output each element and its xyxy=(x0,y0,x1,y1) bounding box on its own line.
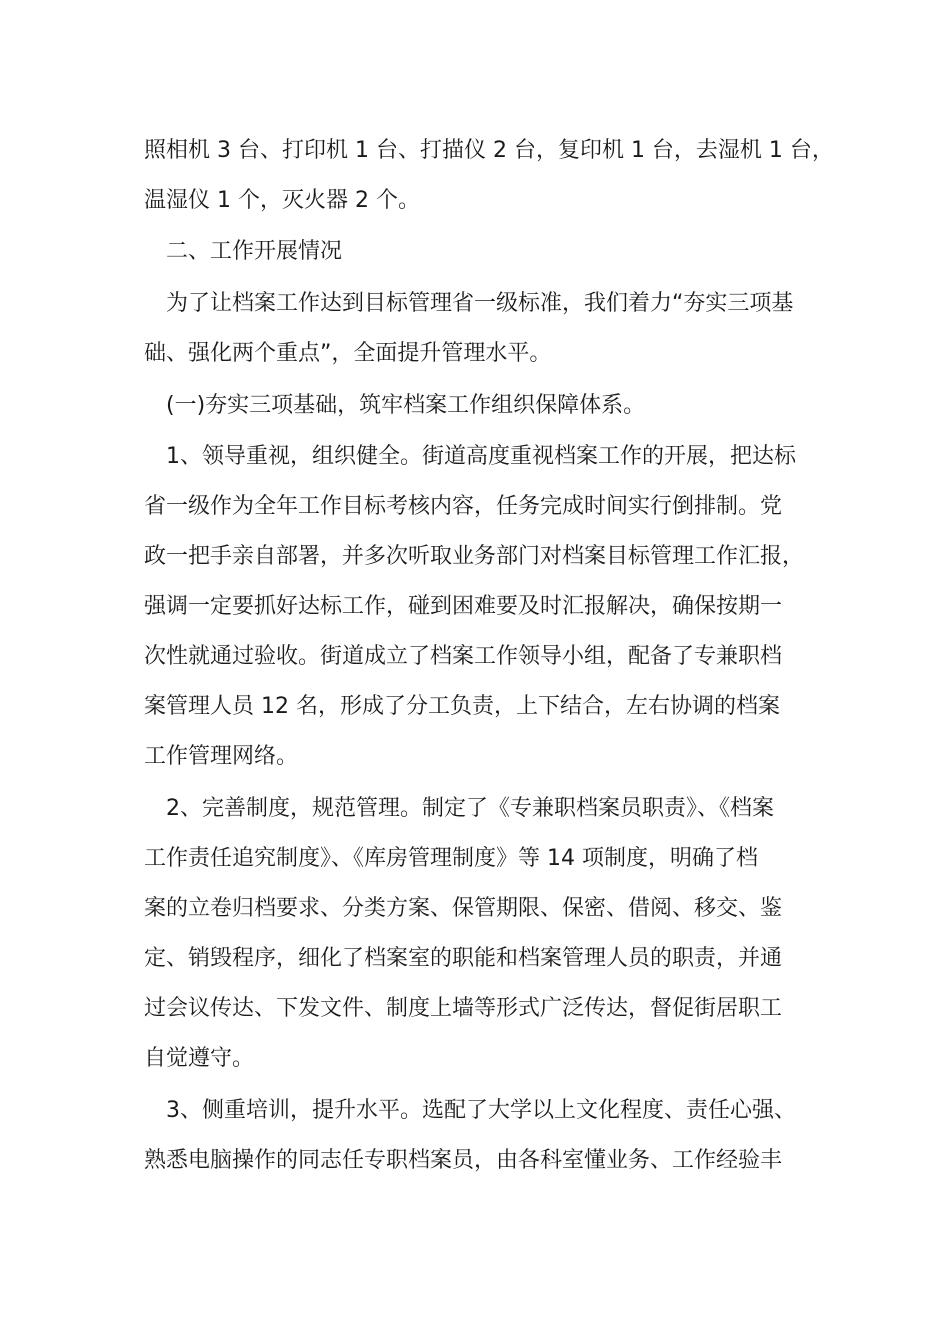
subsection-heading: (一)夯实三项基础，筑牢档案工作组织保障体系。 xyxy=(166,393,646,418)
paragraph-line: 次性就通过验收。街道成立了档案工作领导小组，配备了专兼职档 xyxy=(144,644,783,669)
paragraph-line: 为了让档案工作达到目标管理省一级标准，我们着力“夯实三项基 xyxy=(166,291,794,316)
paragraph-line: 2、完善制度，规范管理。制定了《专兼职档案员职责》、《档案 xyxy=(166,796,774,821)
text-line: 温湿仪 1 个，灭火器 2 个。 xyxy=(144,188,420,213)
paragraph-line: 3、侧重培训，提升水平。选配了大学以上文化程度、责任心强、 xyxy=(166,1098,796,1123)
paragraph-line: 强调一定要抓好达标工作，碰到困难要及时汇报解决，确保按期一 xyxy=(144,594,783,619)
paragraph-line: 自觉遵守。 xyxy=(144,1046,255,1071)
paragraph-line: 省一级作为全年工作目标考核内容，任务完成时间实行倒排制。党 xyxy=(144,494,783,519)
section-heading: 二、工作开展情况 xyxy=(166,239,343,264)
paragraph-line: 过会议传达、下发文件、制度上墙等形式广泛传达，督促街居职工 xyxy=(144,996,783,1021)
paragraph-line: 定、销毁程序，细化了档案室的职能和档案管理人员的职责，并通 xyxy=(144,946,783,971)
paragraph-line: 工作责任追究制度》、《库房管理制度》等 14 项制度，明确了档 xyxy=(144,846,758,871)
text-line: 照相机 3 台、打印机 1 台、打描仪 2 台，复印机 1 台，去湿机 1 台， xyxy=(144,138,834,163)
paragraph-line: 工作管理网络。 xyxy=(144,744,299,769)
paragraph-line: 熟悉电脑操作的同志任专职档案员，由各科室懂业务、工作经验丰 xyxy=(144,1148,783,1173)
paragraph-line: 政一把手亲自部署，并多次听取业务部门对档案目标管理工作汇报， xyxy=(144,544,805,569)
paragraph-line: 础、强化两个重点”，全面提升管理水平。 xyxy=(144,341,552,366)
paragraph-line: 案管理人员 12 名，形成了分工负责，上下结合，左右协调的档案 xyxy=(144,694,780,719)
paragraph-line: 1、领导重视，组织健全。街道高度重视档案工作的开展，把达标 xyxy=(166,444,796,469)
paragraph-line: 案的立卷归档要求、分类方案、保管期限、保密、借阅、移交、鉴 xyxy=(144,896,783,921)
